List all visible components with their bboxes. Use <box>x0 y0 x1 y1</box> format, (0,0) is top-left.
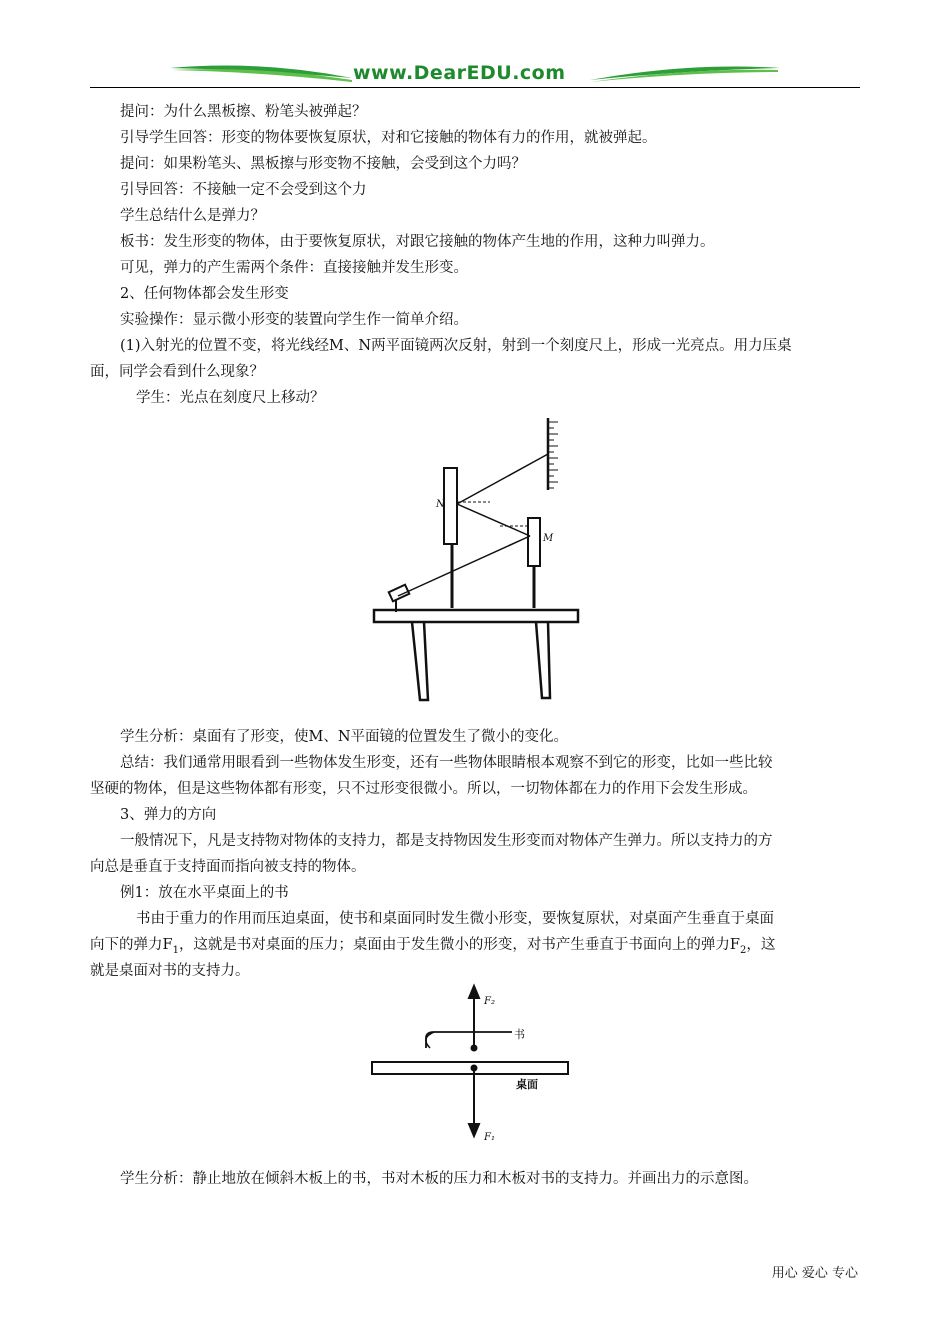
footer-slogan: 用心 爱心 专心 <box>771 1266 858 1281</box>
label-book: 书 <box>514 1028 525 1041</box>
paragraph-direction-b: 向总是垂直于支持面而指向被支持的物体。 <box>90 859 366 875</box>
paragraph-question-2: 提问：如果粉笔头、黑板擦与形变物不接触，会受到这个力吗？ <box>120 156 526 172</box>
paragraph-student-1: 学生：光点在刻度尺上移动？ <box>136 390 325 406</box>
figure-mirror-apparatus <box>360 408 600 708</box>
header-rule <box>90 87 860 88</box>
paragraph-book-c: 就是桌面对书的支持力。 <box>90 963 250 979</box>
paragraph-student-analysis-1: 学生分析：桌面有了形变，使M、N平面镜的位置发生了微小的变化。 <box>120 729 569 745</box>
paragraph-step-1a: (1)入射光的位置不变，将光线经M、N两平面镜两次反射，射到一个刻度尺上，形成一光亮点。用力压桌 <box>120 338 792 354</box>
paragraph-direction-a: 一般情况下，凡是支持物对物体的支持力，都是支持物因发生形变而对物体产生弹力。所以支持力的方 <box>120 833 773 849</box>
section-heading-2: 2、任何物体都会发生形变 <box>120 286 289 302</box>
paragraph-answer-2: 引导回答：不接触一定不会受到这个力 <box>120 182 367 198</box>
section-heading-3: 3、弹力的方向 <box>120 807 217 823</box>
label-f2: F₂ <box>484 996 495 1007</box>
paragraph-step-1b: 面，同学会看到什么现象？ <box>90 364 264 380</box>
label-n: N <box>436 499 445 510</box>
paragraph-summary-a: 总结：我们通常用眼看到一些物体发生形变，还有一些物体眼睛根本观察不到它的形变，比如一些比较 <box>120 755 773 771</box>
paragraph-experiment: 实验操作：显示微小形变的装置向学生作一简单介绍。 <box>120 312 468 328</box>
paragraph-summary-b: 坚硬的物体，但是这些物体都有形变，只不过形变很微小。所以，一切物体都在力的作用下会发生形成。 <box>90 781 757 797</box>
paragraph-board-note: 板书：发生形变的物体，由于要恢复原状，对跟它接触的物体产生地的作用，这种力叫弹力。 <box>120 234 715 250</box>
paragraph-student-analysis-2: 学生分析：静止地放在倾斜木板上的书，书对木板的压力和木板对书的支持力。并画出力的示意图。 <box>120 1171 758 1187</box>
paragraph-conditions: 可见，弹力的产生需两个条件：直接接触并发生形变。 <box>120 260 468 276</box>
label-table: 桌面 <box>516 1078 538 1091</box>
paragraph-answer-1: 引导学生回答：形变的物体要恢复原状，对和它接触的物体有力的作用，就被弹起。 <box>120 130 657 146</box>
paragraph-question-1: 提问：为什么黑板擦、粉笔头被弹起？ <box>120 104 367 120</box>
site-logo[interactable]: www.DearEDU.com <box>353 62 566 84</box>
figure-book-on-table <box>368 982 578 1142</box>
paragraph-example-1: 例1：放在水平桌面上的书 <box>120 885 289 901</box>
paragraph-summary-prompt: 学生总结什么是弹力？ <box>120 208 265 224</box>
paragraph-book-b: 向下的弹力$F_1$，这就是书对桌面的压力；桌面由于发生微小的形变，对书产生垂直于书面向上的弹力$F_2$，这 <box>90 937 776 956</box>
paragraph-book-a: 书由于重力的作用而压迫桌面，使书和桌面同时发生微小形变，要恢复原状，对桌面产生垂直于桌面 <box>136 911 774 927</box>
label-f1: F₁ <box>484 1132 495 1142</box>
label-m: M <box>543 533 554 544</box>
